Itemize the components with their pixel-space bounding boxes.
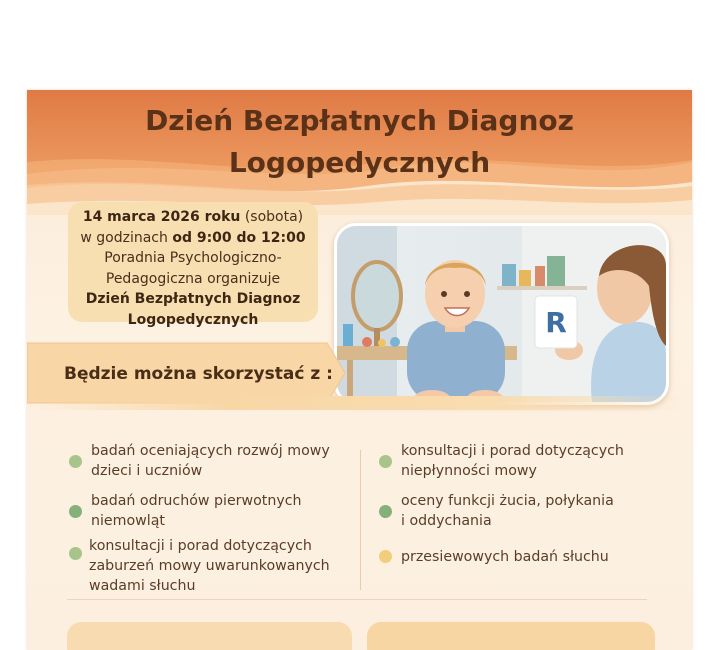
organizer-line-2: Pedagogiczna organizuje bbox=[105, 270, 281, 287]
decorative-strip bbox=[27, 396, 692, 410]
list-item: badań odruchów pierwotnych niemowląt bbox=[69, 491, 349, 531]
event-date: 14 marca 2026 roku bbox=[82, 209, 241, 225]
event-day: (sobota) bbox=[244, 209, 304, 225]
list-item: przesiewowych badań słuchu bbox=[379, 547, 659, 567]
section-divider bbox=[67, 599, 647, 600]
event-info-box bbox=[68, 202, 318, 328]
bullet-dot bbox=[69, 455, 82, 468]
section-heading: Będzie można skorzystać z : bbox=[64, 364, 333, 384]
title-line-2: Logopedycznych bbox=[228, 146, 491, 179]
therapy-photo bbox=[334, 223, 669, 405]
bullet-dot bbox=[379, 455, 392, 468]
bottom-card-left bbox=[67, 622, 352, 650]
event-name-line-1: Dzień Bezpłatnych Diagnoz bbox=[85, 291, 301, 307]
column-divider bbox=[360, 450, 361, 590]
list-item: konsultacji i porad dotyczących zaburzeń mowy uwarunkowanych wadami słuchu bbox=[69, 536, 349, 596]
list-item: konsultacji i porad dotyczących niepłynności mowy bbox=[379, 441, 659, 481]
flashcard-letter: R bbox=[545, 306, 567, 339]
bottom-card-right bbox=[367, 622, 655, 650]
list-item: oceny funkcji żucia, połykania i oddychania bbox=[379, 491, 659, 531]
list-item: badań oceniających rozwój mowy dzieci i uczniów bbox=[69, 441, 349, 481]
poster bbox=[27, 90, 692, 650]
event-name-line-2: Logopedycznych bbox=[127, 311, 259, 328]
hours-prefix: w godzinach bbox=[80, 229, 168, 246]
bullet-dot bbox=[69, 505, 82, 518]
title-line-1: Dzień Bezpłatnych Diagnoz bbox=[145, 104, 574, 137]
bullet-dot bbox=[69, 547, 82, 560]
event-hours: od 9:00 do 12:00 bbox=[172, 229, 306, 246]
organizer-line-1: Poradnia Psychologiczno- bbox=[104, 250, 282, 266]
bullet-dot bbox=[379, 550, 392, 563]
poster-title bbox=[27, 100, 692, 184]
bullet-dot bbox=[379, 505, 392, 518]
